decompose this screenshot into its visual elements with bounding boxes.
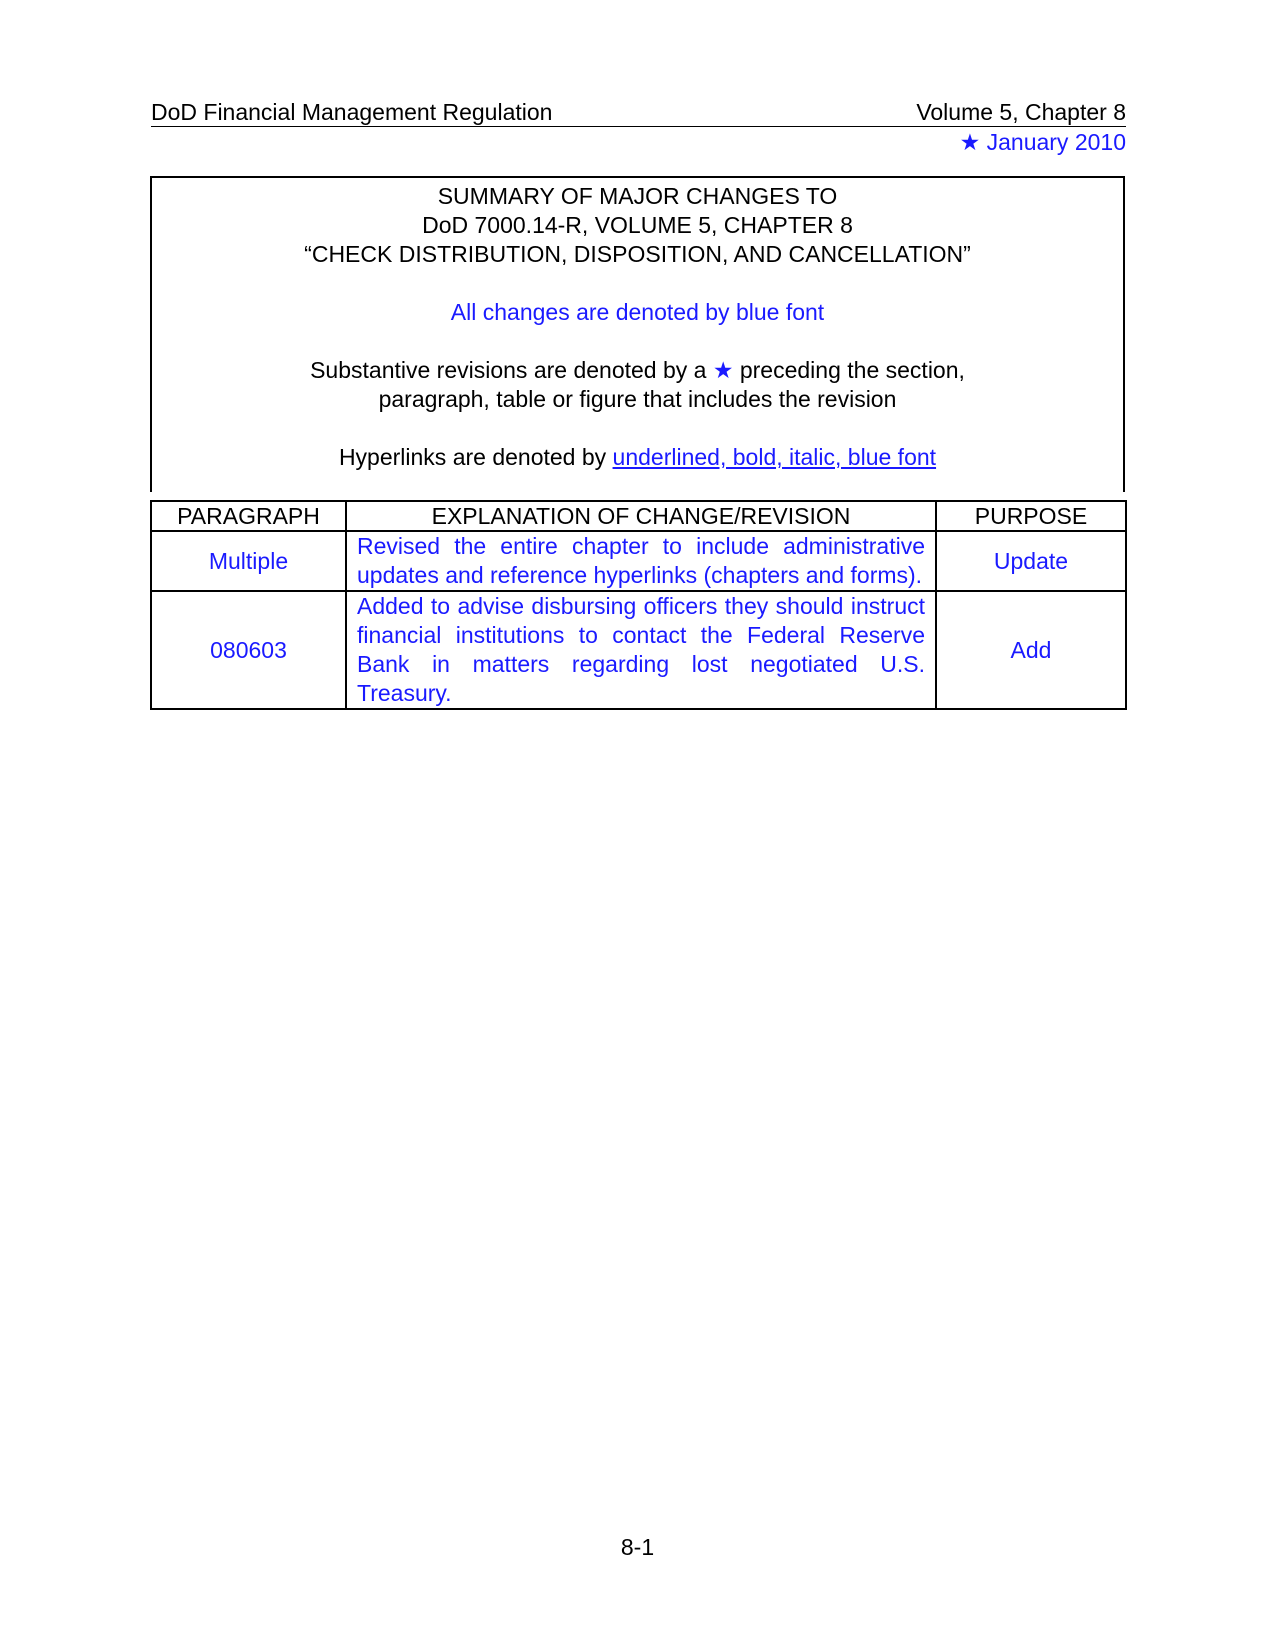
blue-font-note: All changes are denoted by blue font	[450, 299, 825, 325]
row-explanation: Added to advise disbursing officers they should instruct financial institutions to contact the Federal Reserve Bank in matters regarding lost negotiated U.S. Treasury.	[346, 591, 936, 709]
summary-title-line3: “CHECK DISTRIBUTION, DISPOSITION, AND CANCELLATION”	[304, 241, 971, 267]
star-note-before: Substantive revisions are denoted by a	[310, 357, 707, 383]
summary-box	[150, 176, 1125, 492]
header-volume-chapter: Volume 5, Chapter 8	[916, 99, 1126, 125]
row-purpose: Update	[936, 531, 1126, 591]
table-row	[151, 531, 1126, 591]
column-header-paragraph: PARAGRAPH	[151, 501, 346, 531]
star-note-after: preceding the section,	[739, 357, 965, 383]
revision-star-icon: ★	[959, 129, 981, 155]
column-header-purpose: PURPOSE	[936, 501, 1126, 531]
row-purpose: Add	[936, 591, 1126, 709]
table-header-row	[151, 501, 1126, 531]
star-note-line2: paragraph, table or figure that includes the revision	[378, 386, 897, 412]
table-row	[151, 591, 1126, 709]
hyperlink-note-before: Hyperlinks are denoted by	[338, 444, 607, 470]
row-explanation: Revised the entire chapter to include administrative updates and reference hyperlinks (chapters and forms).	[346, 531, 936, 591]
header-revision-date	[960, 128, 1126, 156]
column-header-explanation: EXPLANATION OF CHANGE/REVISION	[346, 501, 936, 531]
hyperlink-note	[152, 443, 1123, 472]
page-number: 8-1	[620, 1534, 655, 1560]
hyperlink-sample[interactable]: underlined, bold, italic, blue font	[612, 444, 937, 470]
star-note-line1	[152, 356, 1123, 385]
header-regulation-title: DoD Financial Management Regulation	[151, 99, 553, 125]
revision-date-text: January 2010	[986, 129, 1126, 155]
page-header	[151, 98, 1126, 127]
summary-title-line2: DoD 7000.14-R, VOLUME 5, CHAPTER 8	[422, 212, 853, 238]
row-paragraph: Multiple	[151, 531, 346, 591]
changes-table	[150, 500, 1127, 710]
summary-title-line1: SUMMARY OF MAJOR CHANGES TO	[437, 183, 838, 209]
star-icon: ★	[712, 357, 734, 383]
row-paragraph: 080603	[151, 591, 346, 709]
